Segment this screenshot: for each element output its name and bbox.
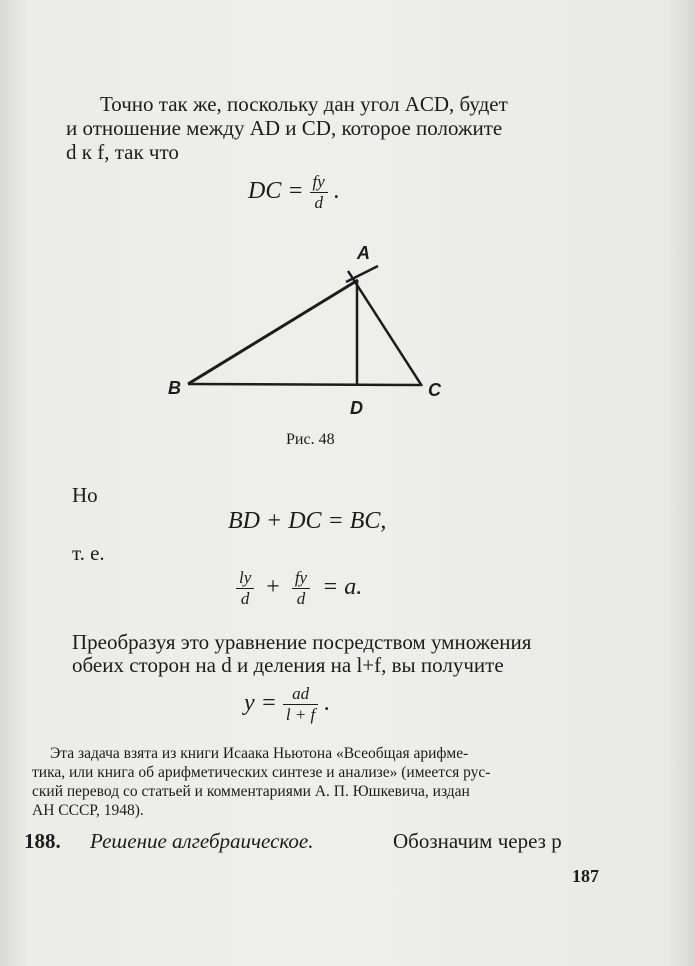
- formula-ie: [236, 568, 362, 609]
- formula-ie-rhs: = a.: [322, 574, 363, 601]
- problem-text: Обозначим через p: [393, 829, 562, 853]
- formula-ie-plus: +: [266, 574, 280, 601]
- triangle-figure: [150, 240, 460, 420]
- but-word: Но: [72, 483, 98, 507]
- formula-ie-fraction-2: [292, 568, 310, 609]
- formula-dc: [248, 172, 340, 213]
- transform-line-1: Преобразуя это уравнение посредством умножения: [72, 630, 532, 654]
- formula-ie-denominator-1: d: [240, 589, 250, 608]
- formula-ie-numerator-2: fy: [292, 568, 310, 589]
- formula-y-lhs: y =: [244, 690, 277, 717]
- formula-dc-numerator: fy: [310, 172, 328, 193]
- side-ac-extended: [348, 271, 422, 386]
- problem-number: 188.: [24, 829, 61, 853]
- formula-sum: BD + DC = BC,: [228, 508, 387, 534]
- footnote-line-2: тика, или книга об арифметических синтезе и анализе» (имеется рус-: [32, 764, 491, 781]
- page-number: 187: [572, 866, 599, 886]
- formula-y-denominator: l + f: [285, 705, 316, 724]
- label-d: D: [350, 398, 363, 418]
- formula-y: [244, 684, 330, 725]
- side-bc: [188, 384, 420, 385]
- footnote-line-3: ский перевод со статьей и комментариями А. П. Юшкевича, издан: [32, 783, 470, 800]
- intro-line-3: d к f, так что: [66, 140, 179, 164]
- formula-dc-denominator: d: [314, 193, 323, 212]
- side-ba: [188, 280, 358, 384]
- formula-dc-lhs: DC =: [248, 178, 304, 205]
- formula-y-fraction: [283, 684, 318, 725]
- formula-y-numerator: ad: [283, 684, 318, 705]
- label-b: B: [168, 378, 181, 398]
- transform-line-2: обеих сторон на d и деления на l+f, вы получите: [72, 653, 504, 677]
- footnote-line-1: Эта задача взята из книги Исаака Ньютона «Всеобщая арифме-: [50, 745, 469, 762]
- ie-word: т. е.: [72, 541, 105, 565]
- label-a: A: [357, 243, 370, 263]
- formula-dc-fraction: [310, 172, 328, 213]
- intro-line-1: Точно так же, поскольку дан угол ACD, будет: [100, 92, 508, 116]
- formula-ie-denominator-2: d: [296, 589, 306, 608]
- formula-ie-numerator-1: ly: [236, 568, 254, 589]
- intro-line-2: и отношение между AD и CD, которое положите: [66, 116, 503, 140]
- problem-title: Решение алгебраическое.: [90, 829, 314, 853]
- label-c: C: [428, 380, 441, 400]
- formula-y-tail: .: [324, 690, 331, 717]
- figure-caption: Рис. 48: [286, 431, 335, 448]
- formula-ie-fraction-1: [236, 568, 254, 609]
- formula-dc-tail: .: [333, 178, 340, 205]
- footnote-line-4: АН СССР, 1948).: [32, 802, 144, 819]
